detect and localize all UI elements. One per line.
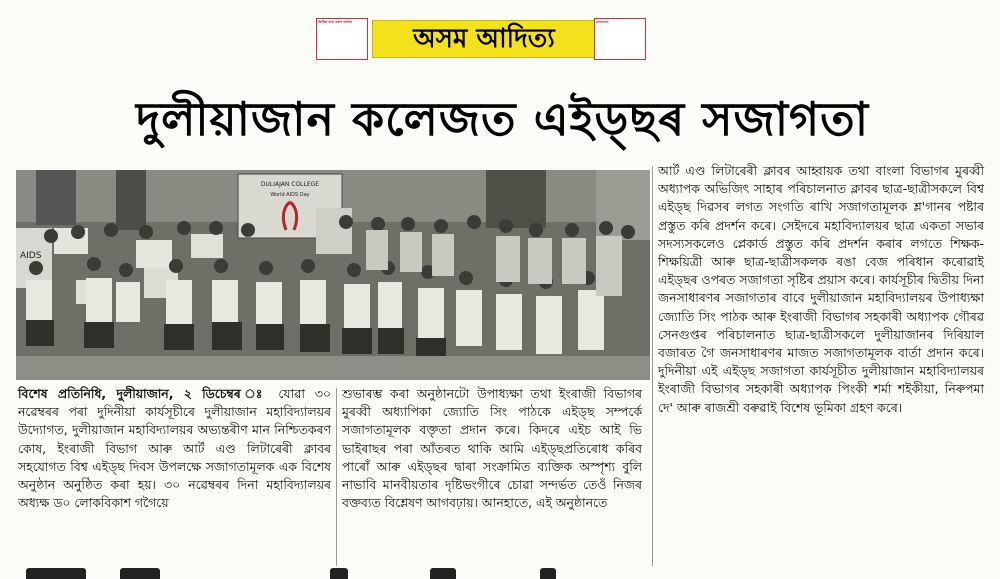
aids-placard-text: AIDS [20, 251, 42, 261]
article-column-1 [18, 385, 331, 512]
column-3-text: আৰ্ট এণ্ড লিটাৰেৰী ক্লাবৰ আহ্বায়ক তথা বাংলা বিভাগৰ মুৰব্বী অধ্যাপক অভিজিৎ সাহাৰ পৰিচালনাত ক্লাবৰ ছাত্ৰ-ছাত্ৰীসকলে বিশ্ব এইড্‌ছ দিৱসৰ লগত সংগতি ৰাখি সজাগতামূলক শ্ল'গানৰ পষ্টাৰ প্ৰস্তুত কৰি প্ৰদৰ্শন কৰে। সেইদৰে মহাবিদ্যালয়ৰ ছাত্ৰ একতা সভাৰ সদস্যসকলেও প্লেকাৰ্ড প্ৰস্তুত কৰি প্ৰদৰ্শন কৰাৰ লগতে শিক্ষক-শিক্ষয়িত্ৰী আৰু ছাত্ৰ-ছাত্ৰীসকলক ৰঙা বেজ পৰিধান কৰোৱাই এইড্‌ছৰ ওপৰত সজাগতা সৃষ্টিৰ প্ৰয়াস কৰে। কাৰ্যসূচীৰ দ্বিতীয় দিনা জনসাধাৰণৰ সজাগতাৰ বাবে দুলীয়াজান মহাবিদ্যালয়ৰ উপাধ্যক্ষা জ্যোতি সিং পাঠক আৰু ইংৰাজী বিভাগৰ সহকাৰী অধ্যাপক গৌৰৱ সেনগুপ্তৰ পৰিচালনাত ছাত্ৰ-ছাত্ৰীসকলে দুলীয়াজানৰ দিৰিয়াল বজাৰত গৈ জনসাধাৰণৰ মাজত সজাগতামূলক বাৰ্তা প্ৰদান কৰে। দুদিনীয়া এই এইড্‌ছ সজাগতা কাৰ্যসূচীত দুলীয়াজান মহাবিদ্যালয়ৰ ইংৰাজী বিভাগৰ সহকাৰী অধ্যাপক পিংকী শৰ্মা শইকীয়া, নিৰুপমা দে' আৰু ৰাজশ্ৰী বৰুৱাই বিশেষ ভূমিকা গ্ৰহণ কৰে। [658, 163, 984, 415]
group-photo-image [16, 170, 650, 380]
column-1-text: যোৱা ৩০ নৱেম্বৰৰ পৰা দুদিনীয়া কাৰ্যসূচীৰে দুলীয়াজান মহাবিদ্যালয়ৰ উদ্যোগত, দুলীয়াজান মহাবিদ্যালয়ৰ অভ্যন্তৰীণ মান নিশ্চিতকৰণ কোষ, ইংৰাজী বিভাগ আৰু আৰ্ট এণ্ড লিটাৰেৰী ক্লাবৰ সহযোগত বিশ্ব এইড্‌ছ দিবস উপলক্ষে সজাগতামূলক এক বিশেষ অনুষ্ঠান অনুষ্ঠিত কৰা হয়। ৩০ নৱেম্বৰৰ দিনা মহাবিদ্যালয়ৰ অধ্যক্ষ ড০ লোকবিকাশ গগৈয়ে [18, 386, 331, 511]
article-column-3 [658, 162, 984, 417]
article-photo [16, 170, 650, 380]
banner-text: DULIAJAN COLLEGE [260, 181, 320, 188]
newspaper-title[interactable]: অসম আদিত্য [372, 20, 596, 58]
column-rule [336, 388, 337, 566]
article-column-2 [342, 385, 642, 512]
masthead-right-text: যোগাযোগ [596, 20, 609, 24]
next-headline-fragment [0, 566, 1000, 579]
article-byline: বিশেষ প্ৰতিনিধি, দুলীয়াজান, ২ ডিচেম্বৰ ঃ [18, 386, 269, 401]
column-rule [652, 166, 653, 566]
ribbon-placard [316, 208, 352, 254]
masthead [316, 14, 646, 62]
masthead-right-box [594, 18, 646, 60]
column-2-text: শুভাৰম্ভ কৰা অনুষ্ঠানটো উপাধ্যক্ষা তথা ইংৰাজী বিভাগৰ মুৰব্বী অধ্যাপিকা জ্যোতি সিং পাঠকে এইড্‌ছ সম্পৰ্কে সজাগতামূলক বক্তৃতা প্ৰদান কৰে। কিদৰে এইচ আই ভি ভাইৰাছৰ পৰা আঁতৰত থাকি আমি এইড্‌ছপ্ৰতিৰোধ কৰিব পাৰোঁ আৰু এইড্‌ছৰ দ্বাৰা সংক্ৰামিত ব্যক্তিক অস্পৃশ্য বুলি নাভাবি মানবীয়তাৰ দৃষ্টিভংগীৰে চোৱা সন্দৰ্ভত তেওঁ নিজৰ বক্তব্যত বিশ্লেষণ আগবঢ়ায়। আনহাতে, এই অনুষ্ঠানতে [342, 386, 642, 511]
masthead-left-text: দিনৰীয়া বাৰ্তা প্ৰকাশ আদিত্য [318, 20, 353, 24]
article-headline: দুলীয়াজান কলেজত এইড্‌ছৰ সজাগতা [135, 92, 870, 146]
masthead-left-box [316, 18, 368, 60]
banner-subtext: World AIDS Day [270, 192, 310, 198]
